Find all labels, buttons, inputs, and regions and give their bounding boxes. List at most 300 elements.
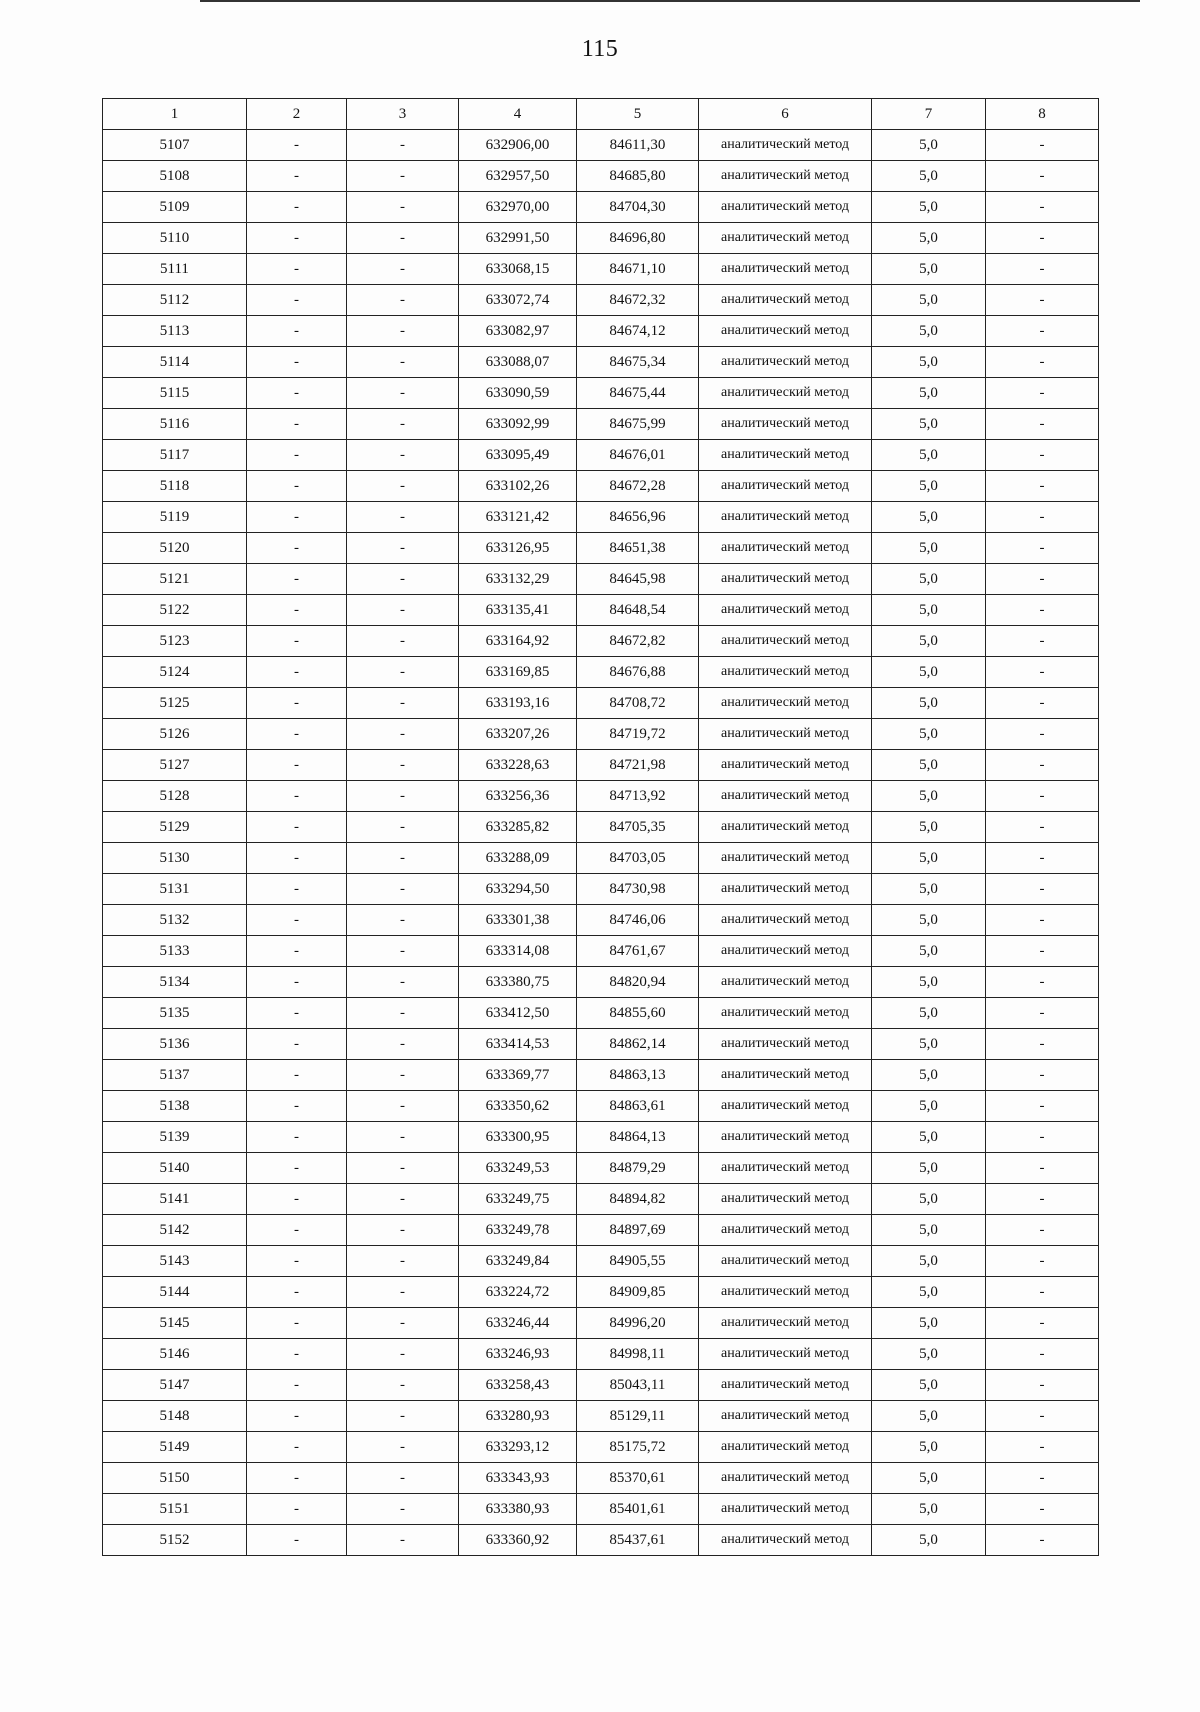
col8-value-cell: - [986, 843, 1099, 874]
table-row [103, 192, 1099, 223]
x-coordinate-cell: 633380,93 [459, 1494, 577, 1525]
x-coordinate-cell: 633164,92 [459, 626, 577, 657]
method-cell: аналитический метод [699, 1060, 872, 1091]
col8-value-cell: - [986, 378, 1099, 409]
col2-value-cell: - [247, 657, 347, 688]
col2-value-cell: - [247, 285, 347, 316]
table-row [103, 657, 1099, 688]
y-coordinate-cell: 84746,06 [577, 905, 699, 936]
col8-value-cell: - [986, 688, 1099, 719]
table-row [103, 254, 1099, 285]
point-number-cell: 5148 [103, 1401, 247, 1432]
col8-value-cell: - [986, 533, 1099, 564]
table-row [103, 1525, 1099, 1556]
method-cell: аналитический метод [699, 1277, 872, 1308]
x-coordinate-cell: 633072,74 [459, 285, 577, 316]
method-cell: аналитический метод [699, 440, 872, 471]
y-coordinate-cell: 84705,35 [577, 812, 699, 843]
y-coordinate-cell: 84996,20 [577, 1308, 699, 1339]
method-cell: аналитический метод [699, 688, 872, 719]
col2-value-cell: - [247, 719, 347, 750]
method-cell: аналитический метод [699, 719, 872, 750]
col2-value-cell: - [247, 1153, 347, 1184]
column-header-6: 6 [699, 99, 872, 130]
method-cell: аналитический метод [699, 874, 872, 905]
x-coordinate-cell: 633314,08 [459, 936, 577, 967]
y-coordinate-cell: 84685,80 [577, 161, 699, 192]
col8-value-cell: - [986, 1370, 1099, 1401]
y-coordinate-cell: 84671,10 [577, 254, 699, 285]
point-number-cell: 5117 [103, 440, 247, 471]
col2-value-cell: - [247, 1525, 347, 1556]
point-number-cell: 5138 [103, 1091, 247, 1122]
y-coordinate-cell: 85043,11 [577, 1370, 699, 1401]
col3-value-cell: - [347, 719, 459, 750]
accuracy-cell: 5,0 [872, 719, 986, 750]
method-cell: аналитический метод [699, 1401, 872, 1432]
table-row [103, 1029, 1099, 1060]
point-number-cell: 5145 [103, 1308, 247, 1339]
accuracy-cell: 5,0 [872, 192, 986, 223]
col2-value-cell: - [247, 626, 347, 657]
method-cell: аналитический метод [699, 409, 872, 440]
accuracy-cell: 5,0 [872, 874, 986, 905]
col3-value-cell: - [347, 843, 459, 874]
point-number-cell: 5129 [103, 812, 247, 843]
col2-value-cell: - [247, 347, 347, 378]
col8-value-cell: - [986, 1339, 1099, 1370]
col8-value-cell: - [986, 471, 1099, 502]
point-number-cell: 5126 [103, 719, 247, 750]
method-cell: аналитический метод [699, 1370, 872, 1401]
col3-value-cell: - [347, 781, 459, 812]
x-coordinate-cell: 633246,93 [459, 1339, 577, 1370]
method-cell: аналитический метод [699, 998, 872, 1029]
col3-value-cell: - [347, 967, 459, 998]
method-cell: аналитический метод [699, 595, 872, 626]
table-row [103, 502, 1099, 533]
col8-value-cell: - [986, 1525, 1099, 1556]
y-coordinate-cell: 84675,34 [577, 347, 699, 378]
col8-value-cell: - [986, 936, 1099, 967]
col3-value-cell: - [347, 471, 459, 502]
col8-value-cell: - [986, 719, 1099, 750]
col2-value-cell: - [247, 967, 347, 998]
col3-value-cell: - [347, 409, 459, 440]
point-number-cell: 5125 [103, 688, 247, 719]
point-number-cell: 5112 [103, 285, 247, 316]
y-coordinate-cell: 84761,67 [577, 936, 699, 967]
table-row [103, 967, 1099, 998]
x-coordinate-cell: 633350,62 [459, 1091, 577, 1122]
x-coordinate-cell: 633126,95 [459, 533, 577, 564]
method-cell: аналитический метод [699, 161, 872, 192]
col3-value-cell: - [347, 533, 459, 564]
col2-value-cell: - [247, 471, 347, 502]
table-row [103, 1401, 1099, 1432]
method-cell: аналитический метод [699, 564, 872, 595]
x-coordinate-cell: 633224,72 [459, 1277, 577, 1308]
col8-value-cell: - [986, 1246, 1099, 1277]
col2-value-cell: - [247, 998, 347, 1029]
page-number: 115 [581, 36, 619, 62]
accuracy-cell: 5,0 [872, 533, 986, 564]
accuracy-cell: 5,0 [872, 378, 986, 409]
col8-value-cell: - [986, 1401, 1099, 1432]
point-number-cell: 5139 [103, 1122, 247, 1153]
accuracy-cell: 5,0 [872, 347, 986, 378]
y-coordinate-cell: 84905,55 [577, 1246, 699, 1277]
accuracy-cell: 5,0 [872, 161, 986, 192]
col2-value-cell: - [247, 905, 347, 936]
point-number-cell: 5149 [103, 1432, 247, 1463]
table-row [103, 595, 1099, 626]
point-number-cell: 5131 [103, 874, 247, 905]
accuracy-cell: 5,0 [872, 1029, 986, 1060]
table-row [103, 1215, 1099, 1246]
col2-value-cell: - [247, 1184, 347, 1215]
x-coordinate-cell: 633301,38 [459, 905, 577, 936]
col8-value-cell: - [986, 874, 1099, 905]
col2-value-cell: - [247, 161, 347, 192]
col3-value-cell: - [347, 223, 459, 254]
table-row [103, 874, 1099, 905]
accuracy-cell: 5,0 [872, 1401, 986, 1432]
col8-value-cell: - [986, 254, 1099, 285]
point-number-cell: 5127 [103, 750, 247, 781]
method-cell: аналитический метод [699, 936, 872, 967]
x-coordinate-cell: 633285,82 [459, 812, 577, 843]
point-number-cell: 5141 [103, 1184, 247, 1215]
x-coordinate-cell: 633102,26 [459, 471, 577, 502]
col2-value-cell: - [247, 502, 347, 533]
accuracy-cell: 5,0 [872, 905, 986, 936]
x-coordinate-cell: 633132,29 [459, 564, 577, 595]
top-rule [200, 0, 1140, 2]
point-number-cell: 5144 [103, 1277, 247, 1308]
col3-value-cell: - [347, 1060, 459, 1091]
col3-value-cell: - [347, 502, 459, 533]
table-row [103, 936, 1099, 967]
y-coordinate-cell: 84645,98 [577, 564, 699, 595]
table-row [103, 626, 1099, 657]
col8-value-cell: - [986, 1308, 1099, 1339]
table-row [103, 1277, 1099, 1308]
col2-value-cell: - [247, 936, 347, 967]
col2-value-cell: - [247, 1494, 347, 1525]
col2-value-cell: - [247, 223, 347, 254]
accuracy-cell: 5,0 [872, 1215, 986, 1246]
point-number-cell: 5108 [103, 161, 247, 192]
col8-value-cell: - [986, 626, 1099, 657]
method-cell: аналитический метод [699, 905, 872, 936]
table-row [103, 905, 1099, 936]
x-coordinate-cell: 633280,93 [459, 1401, 577, 1432]
accuracy-cell: 5,0 [872, 130, 986, 161]
y-coordinate-cell: 84696,80 [577, 223, 699, 254]
x-coordinate-cell: 633088,07 [459, 347, 577, 378]
col2-value-cell: - [247, 533, 347, 564]
method-cell: аналитический метод [699, 347, 872, 378]
y-coordinate-cell: 84672,82 [577, 626, 699, 657]
col2-value-cell: - [247, 1122, 347, 1153]
col8-value-cell: - [986, 812, 1099, 843]
col8-value-cell: - [986, 967, 1099, 998]
point-number-cell: 5109 [103, 192, 247, 223]
method-cell: аналитический метод [699, 781, 872, 812]
col8-value-cell: - [986, 1153, 1099, 1184]
col3-value-cell: - [347, 564, 459, 595]
table-row [103, 130, 1099, 161]
table-row [103, 1246, 1099, 1277]
col2-value-cell: - [247, 812, 347, 843]
method-cell: аналитический метод [699, 254, 872, 285]
col3-value-cell: - [347, 1432, 459, 1463]
accuracy-cell: 5,0 [872, 657, 986, 688]
table-row [103, 1060, 1099, 1091]
accuracy-cell: 5,0 [872, 967, 986, 998]
point-number-cell: 5135 [103, 998, 247, 1029]
col3-value-cell: - [347, 626, 459, 657]
method-cell: аналитический метод [699, 533, 872, 564]
accuracy-cell: 5,0 [872, 1463, 986, 1494]
y-coordinate-cell: 84864,13 [577, 1122, 699, 1153]
accuracy-cell: 5,0 [872, 254, 986, 285]
col3-value-cell: - [347, 440, 459, 471]
col2-value-cell: - [247, 1277, 347, 1308]
y-coordinate-cell: 85175,72 [577, 1432, 699, 1463]
col3-value-cell: - [347, 750, 459, 781]
table-row [103, 1494, 1099, 1525]
col3-value-cell: - [347, 1029, 459, 1060]
col8-value-cell: - [986, 502, 1099, 533]
x-coordinate-cell: 633380,75 [459, 967, 577, 998]
table-row [103, 409, 1099, 440]
col2-value-cell: - [247, 1339, 347, 1370]
accuracy-cell: 5,0 [872, 1246, 986, 1277]
y-coordinate-cell: 84672,28 [577, 471, 699, 502]
accuracy-cell: 5,0 [872, 1122, 986, 1153]
accuracy-cell: 5,0 [872, 564, 986, 595]
col8-value-cell: - [986, 1029, 1099, 1060]
method-cell: аналитический метод [699, 471, 872, 502]
x-coordinate-cell: 633412,50 [459, 998, 577, 1029]
y-coordinate-cell: 84820,94 [577, 967, 699, 998]
col3-value-cell: - [347, 595, 459, 626]
column-header-5: 5 [577, 99, 699, 130]
table-row [103, 564, 1099, 595]
col8-value-cell: - [986, 1215, 1099, 1246]
col3-value-cell: - [347, 316, 459, 347]
col2-value-cell: - [247, 1029, 347, 1060]
x-coordinate-cell: 633293,12 [459, 1432, 577, 1463]
y-coordinate-cell: 84730,98 [577, 874, 699, 905]
method-cell: аналитический метод [699, 1432, 872, 1463]
method-cell: аналитический метод [699, 130, 872, 161]
y-coordinate-cell: 84648,54 [577, 595, 699, 626]
x-coordinate-cell: 633294,50 [459, 874, 577, 905]
table-row [103, 781, 1099, 812]
y-coordinate-cell: 84672,32 [577, 285, 699, 316]
y-coordinate-cell: 84676,01 [577, 440, 699, 471]
col2-value-cell: - [247, 409, 347, 440]
y-coordinate-cell: 84611,30 [577, 130, 699, 161]
accuracy-cell: 5,0 [872, 1308, 986, 1339]
point-number-cell: 5150 [103, 1463, 247, 1494]
col3-value-cell: - [347, 1153, 459, 1184]
accuracy-cell: 5,0 [872, 285, 986, 316]
col3-value-cell: - [347, 161, 459, 192]
col8-value-cell: - [986, 1060, 1099, 1091]
col3-value-cell: - [347, 1339, 459, 1370]
x-coordinate-cell: 633369,77 [459, 1060, 577, 1091]
method-cell: аналитический метод [699, 285, 872, 316]
x-coordinate-cell: 633090,59 [459, 378, 577, 409]
point-number-cell: 5143 [103, 1246, 247, 1277]
col8-value-cell: - [986, 130, 1099, 161]
column-header-8: 8 [986, 99, 1099, 130]
table-row [103, 378, 1099, 409]
accuracy-cell: 5,0 [872, 936, 986, 967]
y-coordinate-cell: 84862,14 [577, 1029, 699, 1060]
col3-value-cell: - [347, 192, 459, 223]
col8-value-cell: - [986, 347, 1099, 378]
col3-value-cell: - [347, 254, 459, 285]
table-header-row [103, 99, 1099, 130]
y-coordinate-cell: 84656,96 [577, 502, 699, 533]
point-number-cell: 5151 [103, 1494, 247, 1525]
point-number-cell: 5124 [103, 657, 247, 688]
col3-value-cell: - [347, 1370, 459, 1401]
table-row [103, 812, 1099, 843]
x-coordinate-cell: 633258,43 [459, 1370, 577, 1401]
point-number-cell: 5111 [103, 254, 247, 285]
col2-value-cell: - [247, 378, 347, 409]
col2-value-cell: - [247, 1246, 347, 1277]
col2-value-cell: - [247, 1091, 347, 1122]
col8-value-cell: - [986, 440, 1099, 471]
col2-value-cell: - [247, 874, 347, 905]
col3-value-cell: - [347, 1308, 459, 1339]
method-cell: аналитический метод [699, 1494, 872, 1525]
method-cell: аналитический метод [699, 1184, 872, 1215]
method-cell: аналитический метод [699, 1122, 872, 1153]
point-number-cell: 5118 [103, 471, 247, 502]
x-coordinate-cell: 633135,41 [459, 595, 577, 626]
col8-value-cell: - [986, 1432, 1099, 1463]
col3-value-cell: - [347, 1122, 459, 1153]
accuracy-cell: 5,0 [872, 471, 986, 502]
point-number-cell: 5119 [103, 502, 247, 533]
accuracy-cell: 5,0 [872, 1525, 986, 1556]
x-coordinate-cell: 633249,75 [459, 1184, 577, 1215]
accuracy-cell: 5,0 [872, 843, 986, 874]
x-coordinate-cell: 633169,85 [459, 657, 577, 688]
method-cell: аналитический метод [699, 1091, 872, 1122]
col2-value-cell: - [247, 688, 347, 719]
method-cell: аналитический метод [699, 378, 872, 409]
col8-value-cell: - [986, 161, 1099, 192]
point-number-cell: 5120 [103, 533, 247, 564]
y-coordinate-cell: 84855,60 [577, 998, 699, 1029]
col3-value-cell: - [347, 285, 459, 316]
accuracy-cell: 5,0 [872, 409, 986, 440]
x-coordinate-cell: 633193,16 [459, 688, 577, 719]
method-cell: аналитический метод [699, 1525, 872, 1556]
point-number-cell: 5136 [103, 1029, 247, 1060]
col3-value-cell: - [347, 1494, 459, 1525]
col2-value-cell: - [247, 1432, 347, 1463]
col2-value-cell: - [247, 1060, 347, 1091]
x-coordinate-cell: 633249,84 [459, 1246, 577, 1277]
y-coordinate-cell: 84897,69 [577, 1215, 699, 1246]
col3-value-cell: - [347, 1525, 459, 1556]
table-row [103, 1432, 1099, 1463]
table-row [103, 750, 1099, 781]
table-row [103, 533, 1099, 564]
method-cell: аналитический метод [699, 750, 872, 781]
method-cell: аналитический метод [699, 1153, 872, 1184]
accuracy-cell: 5,0 [872, 1277, 986, 1308]
method-cell: аналитический метод [699, 626, 872, 657]
x-coordinate-cell: 633288,09 [459, 843, 577, 874]
y-coordinate-cell: 84675,44 [577, 378, 699, 409]
method-cell: аналитический метод [699, 1029, 872, 1060]
method-cell: аналитический метод [699, 223, 872, 254]
table-row [103, 1339, 1099, 1370]
coordinates-table [102, 98, 1099, 1556]
accuracy-cell: 5,0 [872, 1494, 986, 1525]
x-coordinate-cell: 632906,00 [459, 130, 577, 161]
accuracy-cell: 5,0 [872, 1184, 986, 1215]
col3-value-cell: - [347, 998, 459, 1029]
col3-value-cell: - [347, 1246, 459, 1277]
x-coordinate-cell: 633360,92 [459, 1525, 577, 1556]
col8-value-cell: - [986, 1091, 1099, 1122]
col8-value-cell: - [986, 285, 1099, 316]
col8-value-cell: - [986, 223, 1099, 254]
accuracy-cell: 5,0 [872, 502, 986, 533]
point-number-cell: 5122 [103, 595, 247, 626]
x-coordinate-cell: 633343,93 [459, 1463, 577, 1494]
accuracy-cell: 5,0 [872, 626, 986, 657]
x-coordinate-cell: 632970,00 [459, 192, 577, 223]
y-coordinate-cell: 84863,13 [577, 1060, 699, 1091]
y-coordinate-cell: 84879,29 [577, 1153, 699, 1184]
y-coordinate-cell: 85129,11 [577, 1401, 699, 1432]
point-number-cell: 5115 [103, 378, 247, 409]
table-row [103, 843, 1099, 874]
y-coordinate-cell: 84704,30 [577, 192, 699, 223]
accuracy-cell: 5,0 [872, 1339, 986, 1370]
point-number-cell: 5152 [103, 1525, 247, 1556]
col2-value-cell: - [247, 440, 347, 471]
method-cell: аналитический метод [699, 1308, 872, 1339]
table-row [103, 316, 1099, 347]
accuracy-cell: 5,0 [872, 1432, 986, 1463]
accuracy-cell: 5,0 [872, 781, 986, 812]
col3-value-cell: - [347, 905, 459, 936]
col2-value-cell: - [247, 254, 347, 285]
method-cell: аналитический метод [699, 502, 872, 533]
accuracy-cell: 5,0 [872, 1370, 986, 1401]
method-cell: аналитический метод [699, 967, 872, 998]
table-row [103, 440, 1099, 471]
col2-value-cell: - [247, 1401, 347, 1432]
col2-value-cell: - [247, 1308, 347, 1339]
y-coordinate-cell: 84909,85 [577, 1277, 699, 1308]
col2-value-cell: - [247, 1215, 347, 1246]
